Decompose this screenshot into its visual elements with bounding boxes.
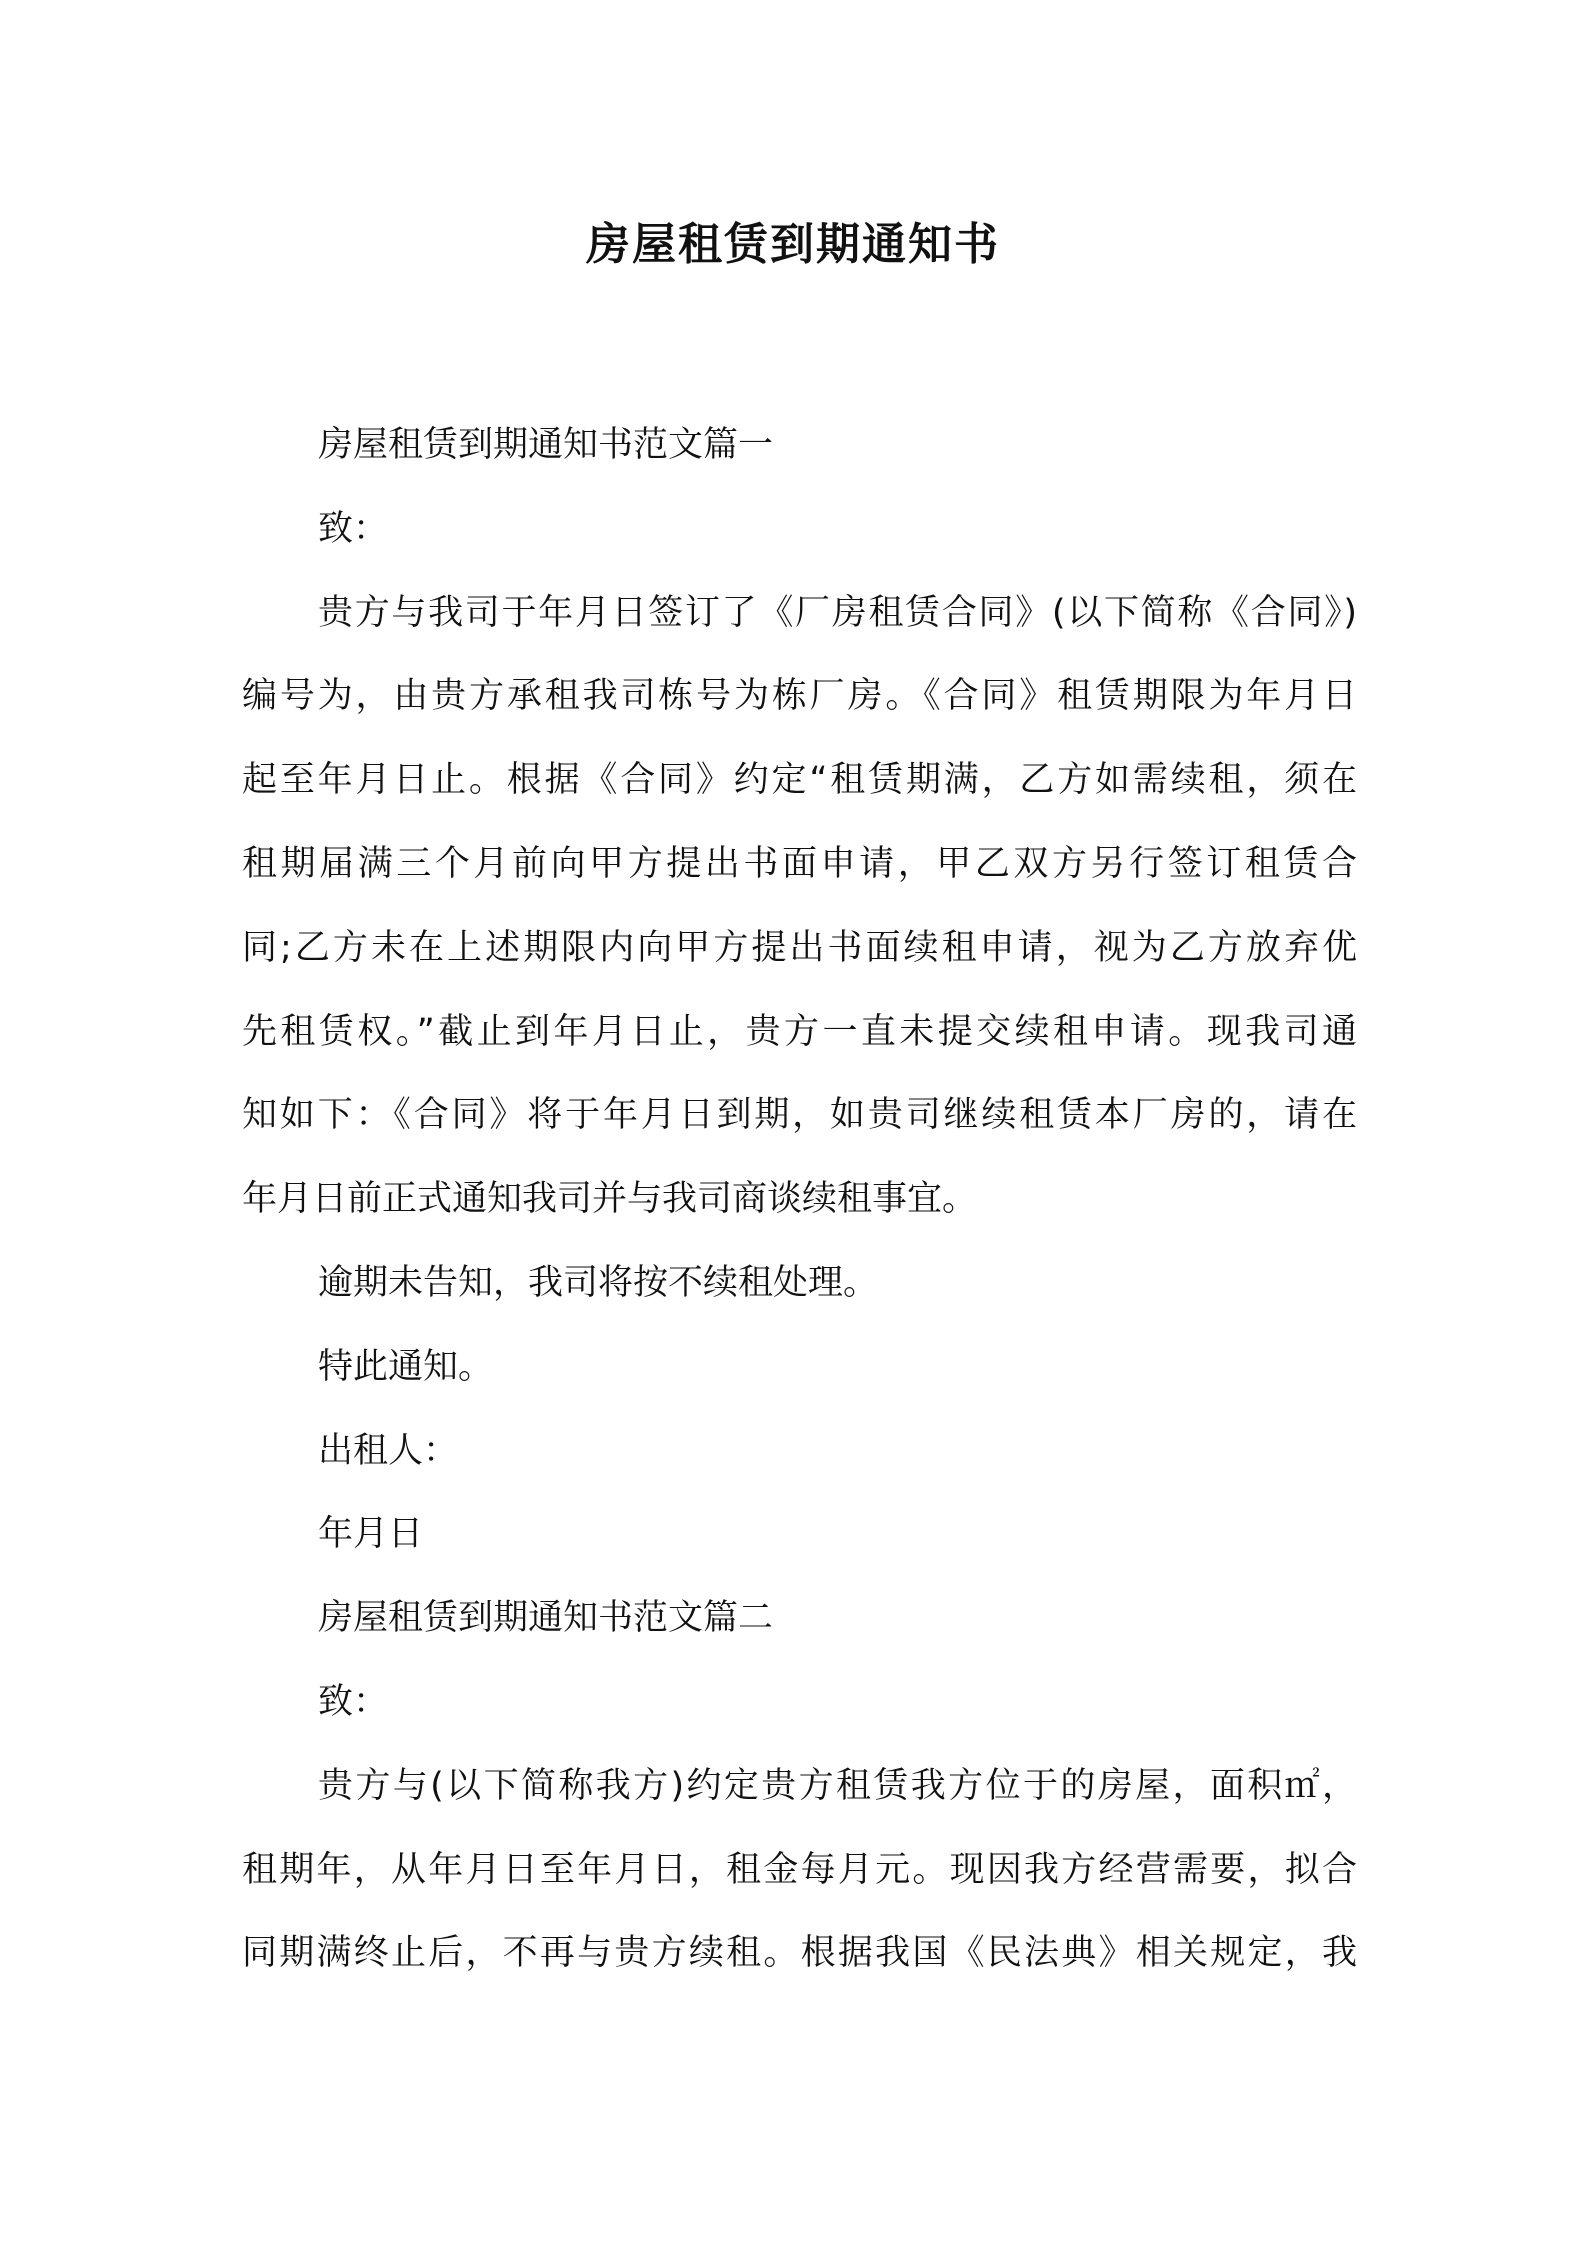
section-heading-1: 房屋租赁到期通知书范文篇一 <box>318 425 774 465</box>
paragraph-line: 编号为，由贵方承租我司栋号为栋厂房。《合同》租赁期限为年月日 <box>242 676 1357 717</box>
paragraph-line: 年月日前正式通知我司并与我司商谈续租事宜。 <box>242 1179 978 1220</box>
paragraph-line: 先租赁权。”截止到年月日止，贵方一直未提交续租申请。现我司通 <box>242 1011 1357 1052</box>
document-title: 房屋租赁到期通知书 <box>586 219 1000 270</box>
lessor-label: 出租人： <box>318 1430 459 1471</box>
paragraph-line: 逾期未告知，我司将按不续租处理。 <box>318 1262 879 1303</box>
paragraph-line: 知如下：《合同》将于年月日到期，如贵司继续租赁本厂房的，请在 <box>242 1095 1357 1136</box>
paragraph-line: 同期满终止后，不再与贵方续租。根据我国《民法典》相关规定，我 <box>242 1933 1357 1974</box>
document-body <box>242 404 1357 1996</box>
closing-notice: 特此通知。 <box>318 1346 494 1387</box>
paragraph-line: 贵方与我司于年月日签订了《厂房租赁合同》(以下简称《合同》) <box>318 592 1357 633</box>
date-line: 年月日 <box>318 1514 424 1555</box>
section-heading-2: 房屋租赁到期通知书范文篇二 <box>318 1598 774 1639</box>
paragraph-line: 贵方与(以下简称我方)约定贵方租赁我方位于的房屋，面积㎡， <box>318 1765 1357 1806</box>
salutation-1: 致： <box>318 508 389 549</box>
paragraph-line: 同;乙方未在上述期限内向甲方提出书面续租申请，视为乙方放弃优 <box>242 927 1357 968</box>
salutation-2: 致： <box>318 1681 389 1722</box>
paragraph-line: 租期届满三个月前向甲方提出书面申请，甲乙双方另行签订租赁合 <box>242 843 1357 884</box>
paragraph-line: 起至年月日止。根据《合同》约定“租赁期满，乙方如需续租，须在 <box>242 760 1357 801</box>
paragraph-line: 租期年，从年月日至年月日，租金每月元。现因我方经营需要，拟合 <box>242 1849 1357 1890</box>
